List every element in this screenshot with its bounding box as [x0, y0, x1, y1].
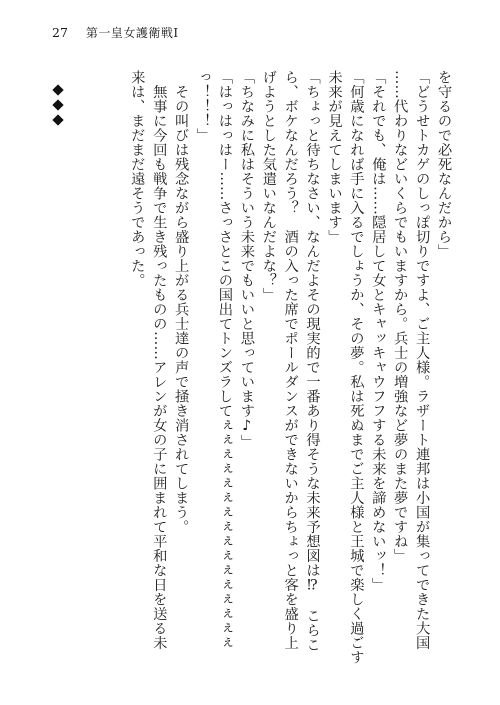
diamond-icon	[52, 84, 63, 95]
text-line: っ！！！」	[195, 70, 212, 143]
text-line: 未来が見えてしまいます」	[326, 70, 343, 244]
page-header	[52, 24, 179, 40]
text-line: 「それでも、俺は……隠居して女とキャッキャウフフする未来を諦めないッ！」	[370, 70, 387, 592]
diamond-icon	[52, 99, 63, 110]
running-title: 第一皇女護衛戦Ⅰ	[85, 25, 179, 40]
text-line: げようとした気遣いなんだよな？」	[260, 70, 277, 302]
text-line: ……代わりなどいくらでもいますから。兵士の増強など夢のまた夢ですね」	[392, 70, 409, 563]
text-line: その叫びは残念ながら盛り上がる兵士達の声で掻き消されてしまう。	[173, 70, 190, 534]
text-line: 「ちなみに私はそういう未来でもいいと思っています♪」	[238, 70, 255, 449]
text-line: 「何歳になれば手に入るでしょうか、その夢。私は死ぬまでご主人様と王城で楽しく過ごす	[348, 70, 365, 665]
page-number: 27	[52, 24, 68, 40]
body-text	[82, 70, 454, 670]
section-break-diamond-icon	[51, 86, 65, 131]
text-line: を守るので必死なんだから」	[436, 70, 452, 259]
text-line: 無事に今回も戦争で生き残ったものの……アレンが女の子に囲まれて平和な日を送る未	[151, 70, 168, 650]
text-line: 「はっはっはー……さっさとこの国出てトンズラしてぇぇぇぇぇぇぇぇぇぇぇぇぇぇぇぇ	[216, 70, 233, 650]
text-line: 「ちょっと待ちなさい、なんだよその現実的で一番あり得そうな未来予想図は⁉ こらこ	[304, 70, 321, 652]
vertical-text-columns	[82, 70, 454, 666]
text-line: 来は、まだまだ遠そうであった。	[129, 70, 146, 288]
text-line: ら、ボケなんだろう？ 酒の入った席でポールダンスができないからちょっと客を盛り上	[282, 70, 299, 650]
text-line: 「どうせトカゲのしっぽ切りですよ、ご主人様。ラザート連邦は小国が集ってできた大国	[414, 70, 431, 650]
diamond-icon	[52, 114, 63, 125]
